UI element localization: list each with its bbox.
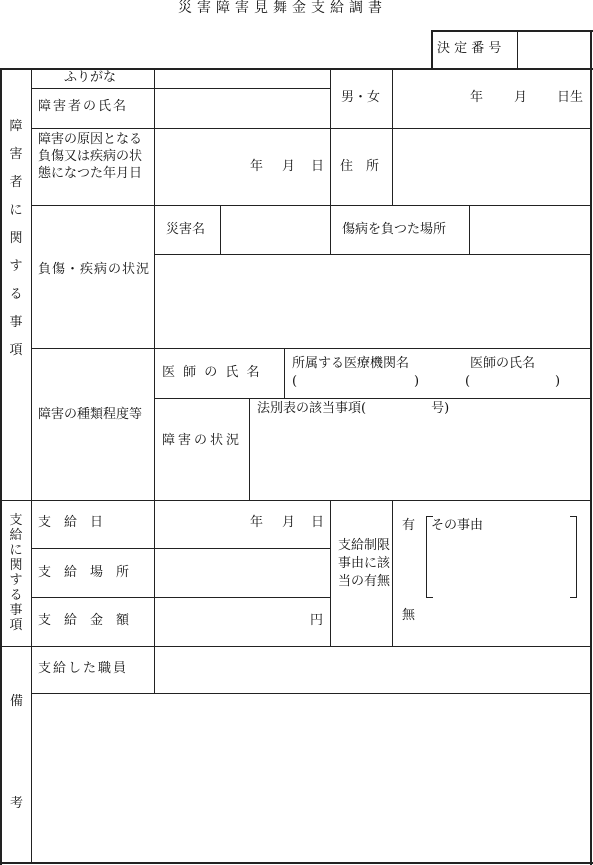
cause-row-bottom [31,205,591,206]
payment-date-label: 支 給 日 [38,515,104,530]
payment-amount-field[interactable] [158,601,304,641]
payment-place-row-bottom [31,597,330,598]
disaster-row-bottom [154,254,591,255]
cause-date-month: 月 [282,159,296,174]
injury-place-col-left [330,205,331,254]
sex-col-left [330,68,331,205]
reason-bracket-right [570,516,577,598]
law-table-label: 法別表の該当事項( 号) [257,401,450,416]
section-column-divider [31,68,32,863]
restriction-yes[interactable]: 有 [402,518,416,533]
disabled-section-text: 障害者に関する事項 [9,119,23,358]
address-label: 住 所 [340,159,380,174]
form-left-border [0,68,2,865]
decision-box-left [431,30,433,70]
reason-label: その事由 [431,518,484,533]
staff-label: 支給した職員 [38,661,129,676]
decision-number-label: 決 定 番 号 [437,41,502,56]
restriction-col-right [392,500,393,646]
cause-date-year: 年 [250,159,264,174]
birth-month-label: 月 [514,90,528,105]
injury-status-label: 負傷・疾病の状況 [38,262,151,277]
institution-label: 所属する医療機関名 [292,356,410,371]
disability-type-label: 障害の種類程度等 [38,407,143,422]
payment-amount-label: 支 給 金 額 [38,613,130,628]
payment-section-text: 支給に関する事項 [9,513,23,633]
institution-paren-close: ) [414,374,420,389]
remarks-char-2: 考 [10,796,24,811]
injury-row-bottom [31,348,591,349]
label-col-divider [154,68,155,500]
remarks-field[interactable] [36,698,586,858]
doctor-paren-close: ) [555,374,561,389]
disaster-name-field[interactable] [224,210,326,250]
payment-date-day: 日 [311,515,325,530]
furigana-label: ふりがな [64,70,117,85]
injury-status-field[interactable] [158,259,586,344]
injury-place-label: 傷病を負つた場所 [342,222,447,237]
decision-box-right [590,30,592,70]
birth-year-label: 年 [470,90,484,105]
sex-col-right [392,68,393,128]
restriction-no[interactable]: 無 [402,608,416,623]
restriction-label: 支給制限事由に該当の有無 [338,538,391,589]
address-col-right [392,128,393,205]
furigana-field[interactable] [158,70,326,86]
institution-field[interactable] [302,374,410,390]
status-label-col [249,398,250,500]
payment-date-row-bottom [31,548,330,549]
address-field[interactable] [397,132,585,200]
payment-place-label: 支 給 場 所 [38,565,130,580]
injury-place-col-right [469,205,470,254]
doctor-name-sub-label: 医師の氏名 [470,356,536,371]
injury-place-field[interactable] [473,210,585,250]
name-row-bottom [31,128,591,129]
disabled-section-label [8,113,24,365]
staff-field[interactable] [158,650,586,689]
reason-field[interactable] [434,538,566,592]
cause-date-label: 障害の原因となる負傷又は疾病の状態になつた年月日 [38,132,143,181]
yen-unit: 円 [310,613,324,628]
form-bottom-border [0,862,593,864]
name-field[interactable] [158,92,326,124]
payment-section-label [8,513,24,633]
payment-date-month: 月 [282,515,296,530]
payment-place-field[interactable] [158,552,326,594]
restriction-col-left [330,500,331,646]
payment-date-year: 年 [250,515,264,530]
decision-box-divider [517,30,518,70]
decision-box-top [431,30,593,32]
form-right-border [590,68,592,865]
doctor-name-field[interactable] [475,374,553,390]
disability-status-field[interactable] [253,420,586,496]
staff-label-col [154,646,155,693]
doctor-paren-open: ( [465,374,471,389]
staff-row-bottom [31,693,591,694]
sex-label: 男・女 [341,90,381,105]
institution-paren-open: ( [292,374,298,389]
doctor-label-col [284,348,285,398]
disaster-name-label: 災害名 [166,222,206,237]
birth-day-label: 日生 [557,90,584,105]
furigana-row-bottom [31,88,330,89]
cause-date-day: 日 [311,159,325,174]
section-divider-remarks [1,646,591,647]
doctor-row-bottom [154,398,591,399]
decision-number-value[interactable] [522,41,584,57]
payment-label-col [154,500,155,646]
disability-status-label: 障害の状況 [162,433,243,448]
name-label: 障害者の氏名 [38,99,129,114]
section-divider-payment [1,500,591,501]
remarks-char-1: 備 [10,694,24,709]
document-title: 災害障害見舞金支給調書 [178,0,387,16]
doctor-name-label: 医 師 の 氏 名 [162,365,262,380]
disaster-name-col [220,205,221,254]
